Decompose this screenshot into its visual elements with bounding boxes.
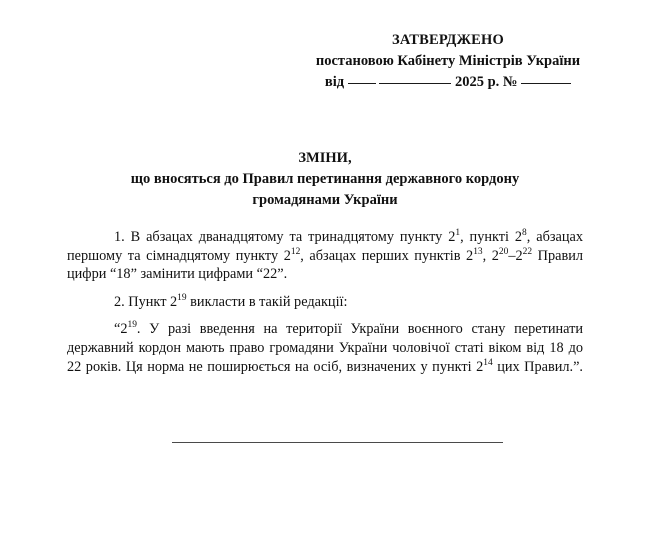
approval-authority: постановою Кабінету Міністрів України xyxy=(315,53,581,69)
document-number-blank xyxy=(521,83,571,84)
paragraph-1-superscript-1: 1 xyxy=(455,228,461,239)
paragraph-3-superscript-1: 19 xyxy=(127,320,137,331)
paragraph-1-segment-1: В абзацах дванадцятому та тринадцятому пункту 2 xyxy=(124,229,456,245)
title-line-2: що вносяться до Правил перетинання державного кордону xyxy=(130,171,520,187)
paragraph-2-number: 2. xyxy=(114,293,125,310)
paragraph-1 xyxy=(67,228,583,284)
paragraph-2 xyxy=(67,293,583,312)
paragraph-1-superscript-4: 13 xyxy=(473,246,483,257)
approval-date-prefix: від xyxy=(324,74,345,90)
document-body xyxy=(67,228,583,395)
paragraph-1-number: 1. xyxy=(114,229,125,245)
paragraph-1-superscript-6: 22 xyxy=(522,246,533,257)
page-title xyxy=(67,148,583,211)
paragraph-1-segment-4: , абзацах перших пунктів 2 xyxy=(300,247,474,264)
paragraph-3-quoted-text xyxy=(67,320,583,394)
approval-year-label: 2025 р. № xyxy=(454,74,518,90)
paragraph-1-segment-7: Правил цифри “18” замінити цифрами “22”. xyxy=(67,247,583,283)
paragraph-1-superscript-3: 12 xyxy=(290,246,301,257)
date-month-blank xyxy=(379,83,451,84)
paragraph-2-segment-2: викласти в такій редакції: xyxy=(186,293,348,310)
paragraph-1-segment-5: , 2 xyxy=(482,247,499,264)
paragraph-1-segment-2: , пункті 2 xyxy=(460,229,523,245)
date-day-blank xyxy=(348,83,376,84)
approval-heading: ЗАТВЕРДЖЕНО xyxy=(392,32,504,48)
paragraph-1-superscript-2: 8 xyxy=(522,228,527,239)
title-line-1: ЗМІНИ, xyxy=(298,150,352,166)
paragraph-1-segment-3: , абзацах першому та сімнадцятому пункту 2 xyxy=(67,229,583,264)
paragraph-2-segment-1: Пункт 2 xyxy=(124,293,178,310)
paragraph-3-segment-2: . У разі введення на території України воєнного стану перетинати державний кордон мають право громадяни України чоловічої статі віком від 18 до 22 років. Ця норма не поширюється на осіб, визначених у пункті 2 xyxy=(67,321,583,375)
paragraph-3-segment-3: цих Правил.”. xyxy=(492,358,583,375)
approval-date-line xyxy=(283,72,613,93)
paragraph-1-superscript-5: 20 xyxy=(498,246,509,257)
approval-header xyxy=(283,30,613,93)
paragraph-1-segment-6: –2 xyxy=(508,247,523,264)
title-line-3: громадянами України xyxy=(252,192,398,208)
paragraph-3-segment-1: “2 xyxy=(114,321,128,338)
footer-divider xyxy=(172,442,503,443)
paragraph-3-superscript-2: 14 xyxy=(483,357,493,368)
paragraph-2-superscript-1: 19 xyxy=(177,293,187,304)
